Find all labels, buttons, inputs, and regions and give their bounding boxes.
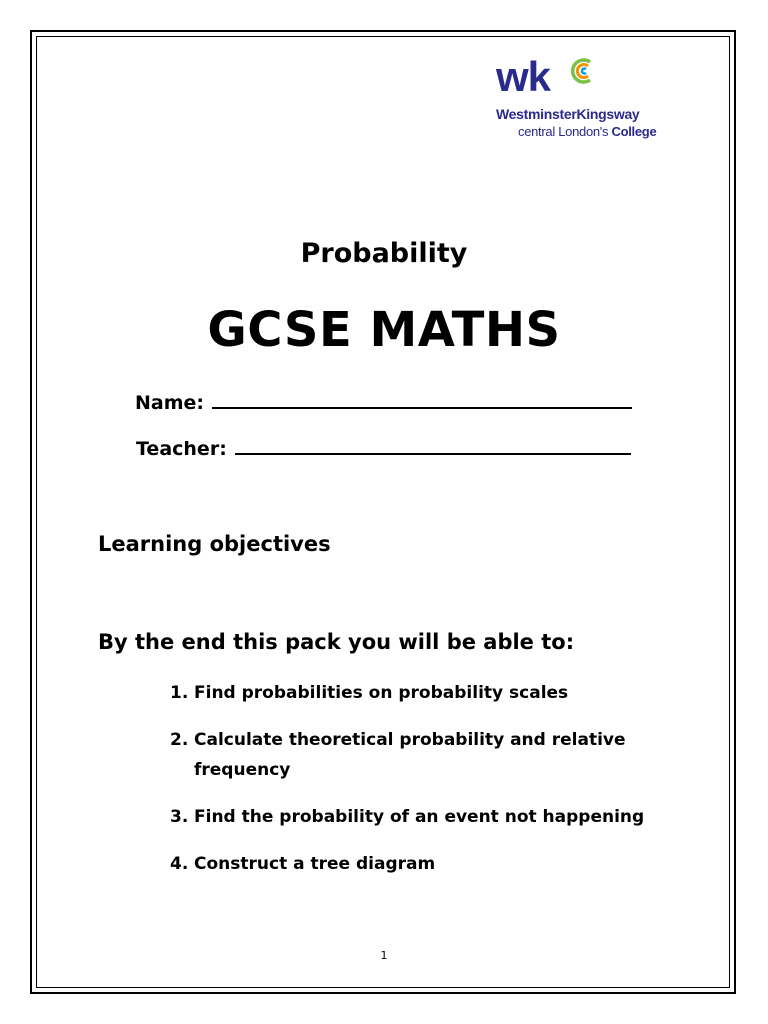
name-label: Name: [135,392,205,414]
objective-number: 3. [170,807,189,827]
logo-college-name: WestminsterKingsway [496,106,640,122]
teacher-field [136,438,631,460]
college-logo [496,54,696,142]
objective-number: 1. [170,683,189,703]
objectives-list [170,678,650,896]
objectives-intro: By the end this pack you will be able to: [98,630,575,654]
objective-number: 2. [170,730,189,750]
name-line [212,393,632,409]
logo-c-mark-icon [568,56,598,86]
logo-tag-prefix: central London's [518,124,609,139]
document-subtitle: Probability [300,238,468,269]
objectives-heading: Learning objectives [98,532,331,556]
teacher-line [235,439,631,455]
objective-item [170,802,650,832]
objective-number: 4. [170,854,189,874]
objective-item [170,849,650,879]
objective-text: Calculate theoretical probability and relative frequency [194,730,626,780]
name-field [135,392,632,414]
page-number: 1 [380,949,388,962]
logo-tagline [518,124,656,139]
objective-text: Find the probability of an event not happening [194,807,645,827]
teacher-label: Teacher: [136,438,227,460]
logo-letters: wk [496,53,551,100]
objective-item [170,678,650,708]
objective-item [170,725,650,785]
objective-text: Find probabilities on probability scales [194,683,569,703]
objective-text: Construct a tree diagram [194,854,436,874]
document-title: GCSE MATHS [207,302,561,358]
logo-tag-bold: College [611,124,657,139]
